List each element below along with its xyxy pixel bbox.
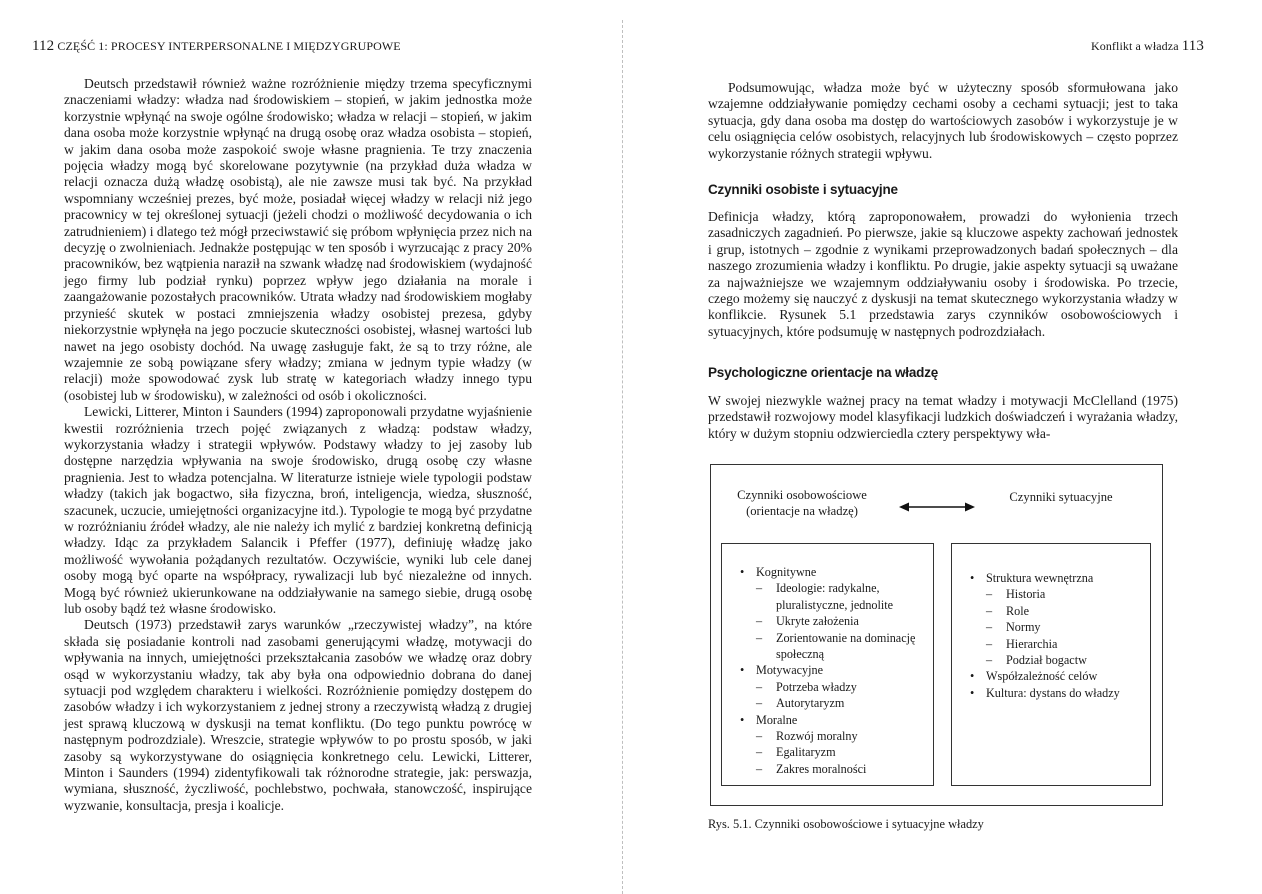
list-subitem: – Hierarchia [986,636,1058,651]
list-item-label: Kognitywne [756,565,817,579]
list-subitem-label: Rozwój moralny [776,729,858,744]
left-page [0,0,620,894]
list-subitem: – Egalitaryzm [756,745,836,760]
left-running-head-title: CZĘŚĆ 1: PROCESY INTERPERSONALNE I MIĘDZYGRUPOWE [57,39,401,53]
bullet-icon: • [970,685,975,700]
intro-text [708,80,1178,162]
bullet-icon: • [740,712,745,727]
list-subitem: – Zakres moralności [756,761,867,776]
list-subitem-label: Podział bogactw [1006,653,1087,668]
paragraph: Podsumowując, władza może być w użyteczny sposób sformułowana jako wzajemne oddziaływanie pomiędzy cechami osoby a cechami sytuacji; jest to taka sytuacja, gdy dana osoba ma dostęp do wartościowych zasobów i wykorzystuje je w celu osiągnięcia celów osobistych, relacyjnych lub środowiskowych – często poprzez wykorzystanie różnych strategii wpływu. [708,80,1178,161]
list-subitem-label: Role [1006,603,1030,618]
list-item [952,570,1147,668]
figure-caption: Rys. 5.1. Czynniki osobowościowe i sytuacyjne władzy [708,817,984,831]
left-body-text [64,76,532,814]
personal-factors-list [722,564,922,777]
bullet-icon: • [970,571,975,585]
right-page [630,0,1262,894]
paragraph: Lewicki, Litterer, Minton i Saunders (1994) zaproponowali przydatne wyjaśnienie kwestii rozróżnienia trzech pojęć związanych z władzą: podstaw władzy, wykorzystania władzy i strategii wpływów. Podstawy władzy to jej zasoby lub dostępne narzędzia wpływania na swoje środowisko, drugą osobę czy własne pragnienia. Jest to władza potencjalna. W literaturze istnieje wiele typologii podstaw władzy (takich jak bogactwo, siła fizyczna, broń, inteligencja, wiedza, słuszność, szacunek, uczucie, umiejętności organizacyjne itd.). Typologie te mogą być przydatne w rozróżnianiu źródeł władzy, ale nie należy ich mylić z bardziej konkretną definicją władzy. Idąc za przykładem Salancik i Pfeffer (1977), definiuję władzę jako możliwość wywołania pożądanych rezultatów. Oczywiście, wyniki lub cele danej osoby mogą być oparte na współpracy, rywalizacji lub być niezależne od innych. Mogą być również ukierunkowane na oddziaływanie na samego siebie, drugą osobę lub osoby bądź też własne środowisko. [64,404,532,616]
list-item-label: Kultura: dystans do władzy [986,685,1120,700]
double-arrow-icon [899,501,975,513]
paragraph: W swojej niezwykle ważnej pracy na temat władzy i motywacji McClelland (1975) przedstawił rozwojowy model klasyfikacji ludzkich doświadczeń i wyrażania władzy, który w dużym stopniu odzwierciedla cztery perspektywy wła- [708,393,1178,441]
bullet-icon: • [740,565,745,579]
situational-factors-list [952,570,1147,701]
right-running-head-title: Konflikt a władza [1090,39,1179,53]
list-item [722,564,922,662]
list-subitem-label: Historia [1006,587,1046,602]
list-subitem-label: Ideologie: radykalne, pluralistyczne, jednolite [776,581,894,612]
list-item-label: Struktura wewnętrzna [986,571,1094,585]
list-subitem-label: Zorientowanie na dominację społeczną [776,630,916,662]
bullet-icon: • [970,669,975,684]
section-heading-power-orientations: Psychologiczne orientacje na władzę [708,365,939,380]
right-page-number: 113 [1181,38,1204,54]
list-subitem-label: Ukryte założenia [776,614,859,629]
page-gutter [622,20,623,894]
section-2-text [708,393,1178,442]
figure-right-header: Czynniki sytuacyjne [1009,490,1113,504]
list-subitem: – Autorytaryzm [756,696,845,711]
list-subitem-label: Hierarchia [1006,636,1058,651]
paragraph: Deutsch przedstawił również ważne rozróżnienie między trzema specyficznymi znaczeniami władzy: władza nad środowiskiem – stopień, w jakim jednostka może korzystnie wpłynąć na swoje ogólne środowisko; władza w relacji – stopień, w jakim dana osoba może korzystnie wpłynąć na drugą osobę oraz władza osobista – stopień, w jakim dana osoba może zaspokoić swoje własne pragnienia. Te trzy znaczenia pojęcia władzy mogą być skorelowane pozytywnie (na przykład duża władza w relacji oznacza dużą władzę osobistą), ale nie zawsze musi tak być. Na przykład wspomniany wcześniej prezes, być może, posiadał więcej władzy w relacji niż jego pracownicy w tej określonej sytuacji (jeżeli chodzi o możliwość decydowania o ich zatrudnieniem) i dlatego też mógł przeciwstawić się próbom wpłynięcia przez nich na decyzję o zwolnieniach. Jednakże postępując w ten sposób i wyrzucając z pracy 20% pracowników, bez wątpienia naraził na szwank władzę nad środowiskiem (wydajność jego firmy lub podział rynku) poprzez wpływ jego działania na morale i zaangażowanie pozostałych pracowników. Utrata władzy nad środowiskiem mogłaby przynieść skutek w postaci zmniejszenia władzy osobistej prezesa, gdyby niekorzystnie wpłynęła na jego poczucie skuteczności osobistej, własnej wartości lub nawet na jego osobisty dochód. Na uwagę zasługuje fakt, że są to trzy różne, ale wzajemnie ze sobą powiązane sfery władzy; zmiana w jednym typie władzy (w relacji) może spowodować zysk lub stratę w kategoriach władzy innego typu (osobistej lub w środowisku), w zależności od osób i okoliczności. [64,76,532,403]
list-subitem: – Ukryte założenia [756,614,859,629]
personal-factors-box [721,543,934,786]
list-subitem-label: Potrzeba władzy [776,679,857,694]
list-subitem: – Historia [986,587,1046,602]
list-item [722,712,922,778]
list-item-label: Motywacyjne [756,663,824,678]
list-subitem: – Normy [986,620,1041,635]
list-item [952,685,1147,701]
section-1-text [708,209,1178,340]
list-subitem-label: Autorytaryzm [776,696,845,711]
list-subitem: – Podział bogactw [986,653,1087,668]
list-item-label: Współzależność celów [986,669,1098,684]
situational-factors-box [951,543,1151,786]
list-subitem: – Rozwój moralny [756,729,858,744]
list-item [952,668,1147,684]
list-subitem-label: Normy [1006,620,1041,635]
figure-5-1 [710,464,1163,806]
section-heading-personal-situational: Czynniki osobiste i sytuacyjne [708,182,898,197]
list-subitem-label: Zakres moralności [776,761,867,776]
list-item [722,662,922,711]
list-subitem-label: Egalitaryzm [776,745,836,760]
list-subitem: – Role [986,603,1030,618]
paragraph: Definicja władzy, którą zaproponowałem, prowadzi do wyłonienia trzech zasadniczych zagadnień. Po pierwsze, jakie są kluczowe aspekty zachowań jednostek i grup, istotnych – zgodnie z wynikami przeprowadzonych badań społecznych – dla naszego zrozumienia władzy i konfliktu. Po drugie, jakie aspekty sytuacji są uważane za najważniejsze we wzajemnym oddziaływaniu osoby i środowiska. Po trzecie, czego możemy się nauczyć z dyskusji na temat skutecznego wykorzystania władzy w konflikcie. Rysunek 5.1 przedstawia zarys czynników osobowościowych i sytuacyjnych, które podsumuję w następnych podrozdziałach. [708,209,1178,339]
list-subitem: – Ideologie: radykalne, pluralistyczne, jednolite [756,581,894,612]
figure-left-header: Czynniki osobowościowe (orientacje na władzę) [737,488,867,518]
list-item-label: Moralne [756,712,798,727]
right-running-head [1091,38,1204,55]
left-page-number: 112 [32,38,55,54]
list-subitem: – Potrzeba władzy [756,679,857,694]
paragraph: Deutsch (1973) przedstawił zarys warunków „rzeczywistej władzy”, na które składa się posiadanie kontroli nad zasobami generującymi władzę, motywacji do wpływania na innych, umiejętności przekształcania zasobów we władzę oraz dobry osąd w wykorzystaniu władzy, tak aby była ona odpowiednio dobrana do danej sytuacji pod względem charakteru i wielkości. Rozróżnienie pomiędzy dostępem do zasobów władzy i ich wykorzystaniem z jednej strony a rzeczywistą władzą z drugiej jest sprawą kluczową w dyskusji na temat konfliktu. (Do tego punktu powrócę w następnym podrozdziale). Wreszcie, strategie wpływów to po prostu sposób, w jaki zasoby są wykorzystywane do osiągnięcia konkretnego celu. Lewicki, Litterer, Minton i Saunders (1994) zidentyfikowali tak różnorodne strategie, jak: perswazja, wymiana, słuszność, życzliwość, pochlebstwo, pochwała, stanowczość, inspirujące wyzwanie, konsultacja, presja i koalicje. [64,617,532,813]
list-subitem: – Zorientowanie na dominację społeczną [756,630,916,662]
left-running-head [32,38,401,55]
bullet-icon: • [740,663,745,678]
